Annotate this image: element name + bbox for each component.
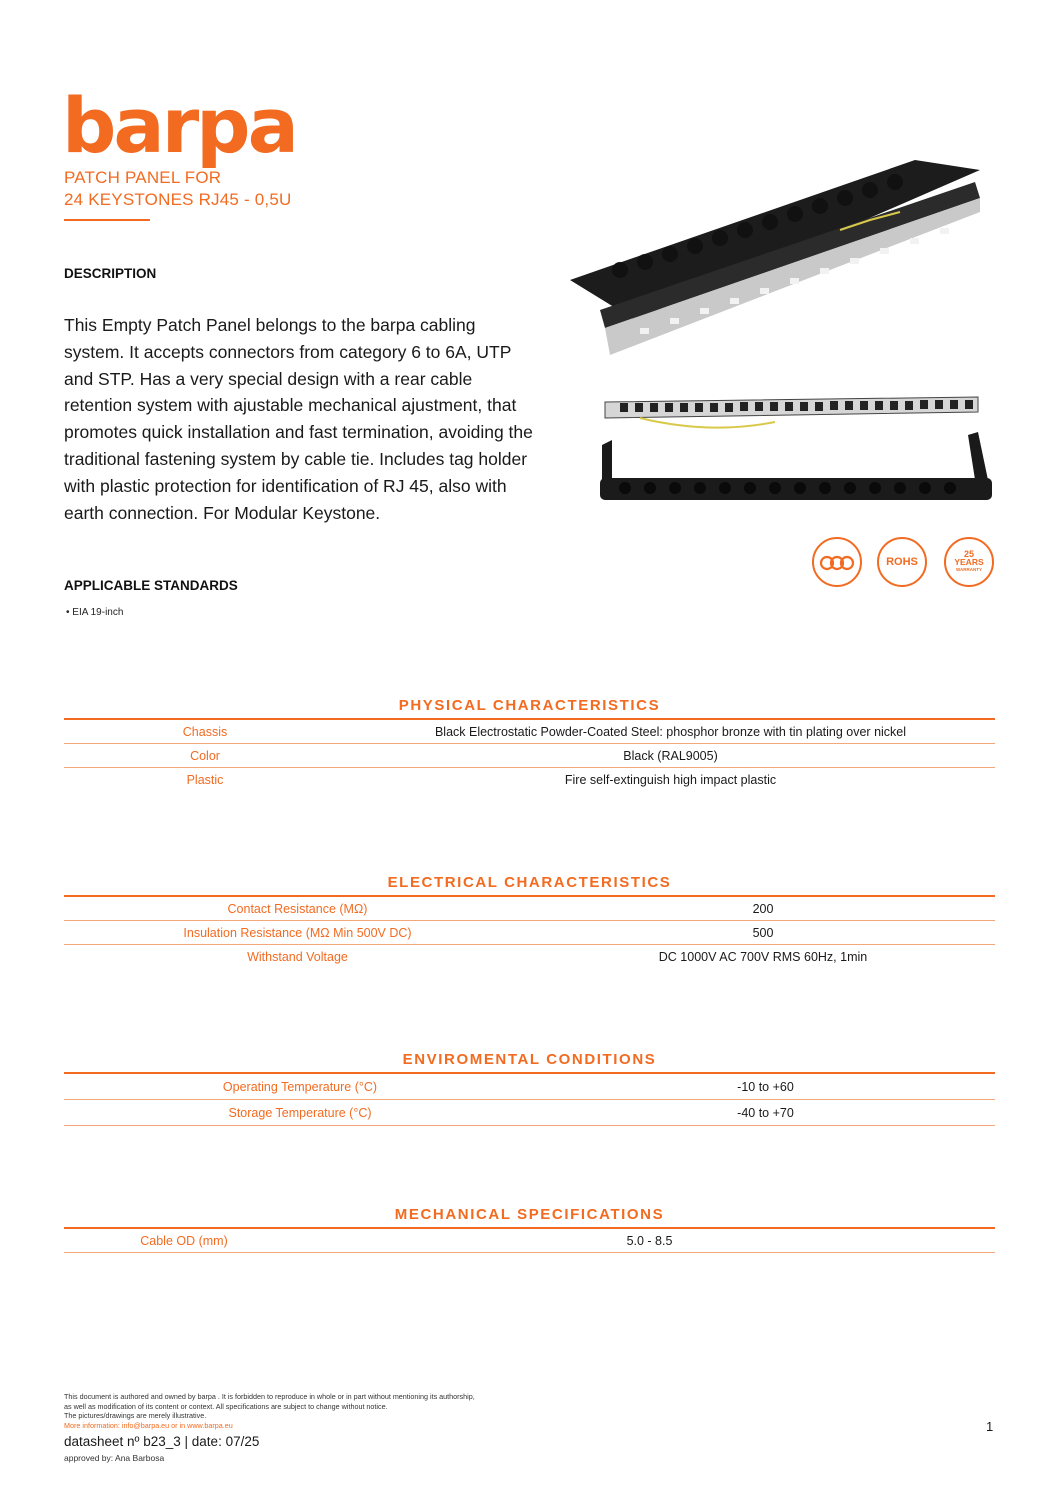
description-heading: DESCRIPTION [64,266,157,281]
spec-value: DC 1000V AC 700V RMS 60Hz, 1min [658,949,868,964]
approved-by: approved by: Ana Barbosa [64,1453,165,1463]
table-row [64,945,995,968]
contact-link[interactable]: More information: info@barpa.eu or in www.barpa.eu [64,1420,233,1430]
keystone-badge [812,537,862,587]
spec-label: Chassis [182,724,228,739]
notice-line-3: The pictures/drawings are merely illustrative. [64,1411,207,1421]
table-row [64,1229,995,1253]
spec-value: -40 to +70 [737,1105,794,1120]
electrical-table [64,895,995,968]
electrical-title: ELECTRICAL CHARACTERISTICS [387,874,672,891]
rear-cable-manager [600,432,992,500]
rohs-label: ROHS [886,556,918,568]
physical-table [64,718,995,791]
mechanical-table [64,1227,995,1253]
description-text: This Empty Patch Panel belongs to the barpa cabling system. It accepts connectors from category 6 to 6A, UTP and STP. Has a very special design with a rear cable retention system with ajustable mechanical ajustment, that promotes quick installation and fast termination, avoiding the traditional fastening system by cable tie. Includes tag holder with plastic protection for identification of RJ 45, also with earth connection. For Modular Keystone. [64,315,533,523]
spec-value: 200 [752,901,774,916]
table-row [64,897,995,921]
environmental-table [64,1072,995,1126]
standard-item: • EIA 19-inch [66,607,124,618]
patch-panel-image [560,150,1000,520]
spec-value: 5.0 - 8.5 [626,1233,673,1248]
spec-value: 500 [752,925,774,940]
spec-label: Withstand Voltage [247,949,348,964]
spec-label: Color [190,748,220,763]
datasheet-info: datasheet nº b23_3 | date: 07/25 [64,1434,260,1449]
mechanical-title: MECHANICAL SPECIFICATIONS [394,1206,665,1223]
barpa-logo: barpa [62,81,296,170]
standards-heading: APPLICABLE STANDARDS [64,578,238,593]
rohs-badge [877,537,927,587]
warranty-label: WARRANTY [956,567,982,572]
table-row [64,1100,995,1126]
spec-value: Black Electrostatic Powder-Coated Steel: phosphor bronze with tin plating over nickel [434,724,907,739]
document-title [64,167,524,211]
table-row [64,744,995,768]
page-number: 1 [986,1419,994,1434]
notice-line-1: This document is authored and owned by barpa . It is forbidden to reproduce in whole or in part without mentioning its authorship, [64,1392,475,1401]
spec-label: Contact Resistance (MΩ) [227,901,368,916]
spec-label: Storage Temperature (°C) [228,1105,372,1120]
legal-notice [64,1392,534,1430]
table-row [64,921,995,945]
notice-line-2: as well as modification of its content or context. All specifications are subject to change without notice. [64,1401,388,1411]
keystone-icon [819,552,855,572]
warranty-badge [944,537,994,587]
title-line-2: 24 KEYSTONES RJ45 - 0,5U [64,190,292,209]
spec-value: Fire self-extinguish high impact plastic [564,772,777,787]
table-row [64,768,995,791]
spec-label: Cable OD (mm) [140,1233,228,1248]
spec-value: Black (RAL9005) [623,748,718,763]
spec-label: Plastic [186,772,224,787]
warranty-years-label: YEARS [954,557,984,567]
title-line-1: PATCH PANEL FOR [64,168,222,187]
spec-label: Operating Temperature (°C) [222,1079,378,1094]
physical-title: PHYSICAL CHARACTERISTICS [398,697,661,714]
table-row [64,1074,995,1100]
assembled-panel [570,160,980,355]
spec-value: -10 to +60 [737,1079,794,1094]
front-panel-strip [605,397,978,428]
spec-label: Insulation Resistance (MΩ Min 500V DC) [183,925,412,940]
warranty-years-number: 25 [963,549,974,559]
title-underline [64,219,150,221]
table-row [64,720,995,744]
environmental-title: ENVIROMENTAL CONDITIONS [402,1051,657,1068]
